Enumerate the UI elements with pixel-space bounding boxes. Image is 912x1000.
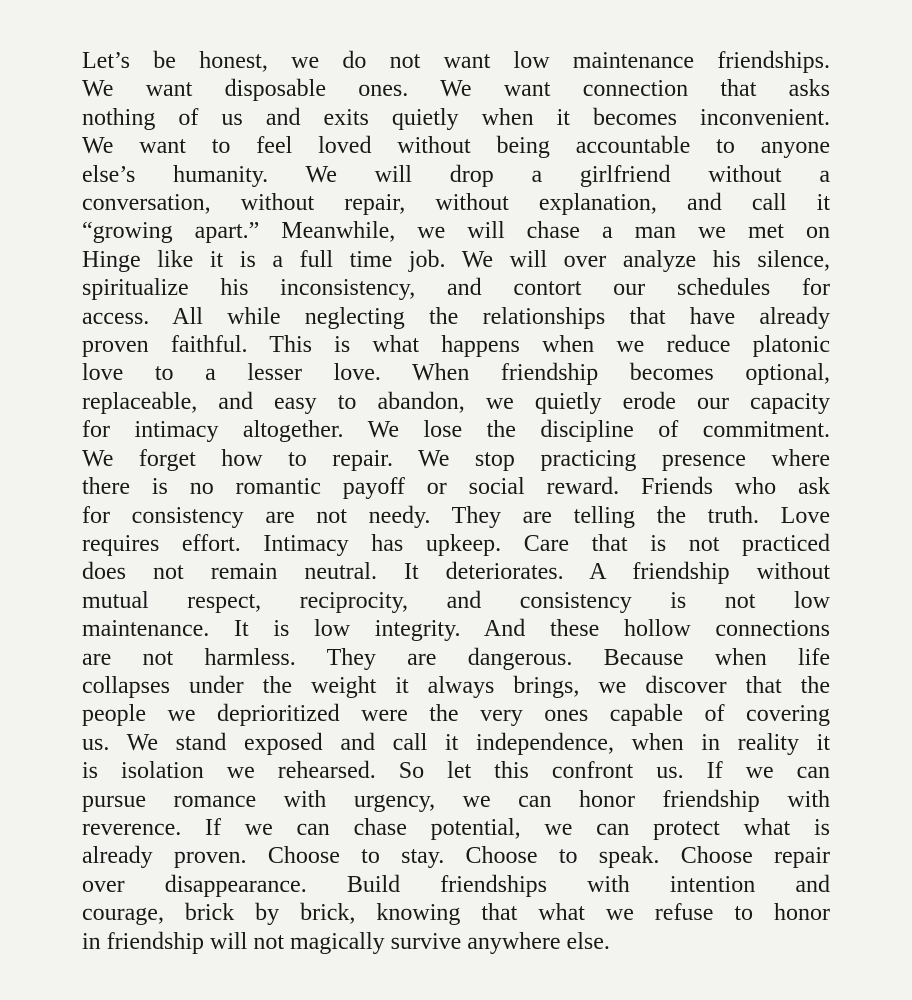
text-line: We forget how to repair. We stop practicing presence where [82, 445, 830, 472]
text-line: replaceable, and easy to abandon, we quietly erode our capacity [82, 388, 830, 415]
text-line: courage, brick by brick, knowing that what we refuse to honor [82, 900, 830, 927]
text-line: spiritualize his inconsistency, and contort our schedules for [82, 275, 830, 302]
text-line: reverence. If we can chase potential, we can protect what is [82, 814, 830, 841]
text-line: does not remain neutral. It deteriorates. A friendship without [82, 559, 830, 586]
text-line: “growing apart.” Meanwhile, we will chase a man we met on [82, 218, 830, 245]
text-line: for consistency are not needy. They are telling the truth. Love [82, 502, 830, 529]
text-line: are not harmless. They are dangerous. Because when life [82, 644, 830, 671]
text-line: Hinge like it is a full time job. We will over analyze his silence, [82, 246, 830, 273]
text-line: We want to feel loved without being accountable to anyone [82, 133, 830, 160]
text-line: nothing of us and exits quietly when it becomes inconvenient. [82, 104, 830, 131]
text-line: over disappearance. Build friendships with intention and [82, 871, 830, 898]
text-line: people we deprioritized were the very ones capable of covering [82, 701, 830, 728]
text-line: conversation, without repair, without explanation, and call it [82, 190, 830, 217]
text-line: mutual respect, reciprocity, and consistency is not low [82, 587, 830, 614]
text-line: already proven. Choose to stay. Choose to speak. Choose repair [82, 843, 830, 870]
text-line: access. All while neglecting the relationships that have already [82, 303, 830, 330]
text-line: proven faithful. This is what happens when we reduce platonic [82, 332, 830, 359]
text-line: is isolation we rehearsed. So let this confront us. If we can [82, 758, 830, 785]
text-line: maintenance. It is low integrity. And these hollow connections [82, 616, 830, 643]
text-line: love to a lesser love. When friendship becomes optional, [82, 360, 830, 387]
text-line: there is no romantic payoff or social reward. Friends who ask [82, 474, 830, 501]
text-line: collapses under the weight it always brings, we discover that the [82, 672, 830, 699]
text-line: for intimacy altogether. We lose the discipline of commitment. [82, 417, 830, 444]
text-line: Let’s be honest, we do not want low maintenance friendships. [82, 48, 830, 74]
text-line: us. We stand exposed and call it independence, when in reality it [82, 729, 830, 756]
text-line: else’s humanity. We will drop a girlfriend without a [82, 161, 830, 188]
text-line: in friendship will not magically survive anywhere else. [82, 928, 610, 955]
text-line: We want disposable ones. We want connection that asks [82, 76, 830, 103]
text-line: pursue romance with urgency, we can honor friendship with [82, 786, 830, 813]
essay-paragraph [82, 47, 830, 956]
text-line: requires effort. Intimacy has upkeep. Care that is not practiced [82, 530, 830, 557]
